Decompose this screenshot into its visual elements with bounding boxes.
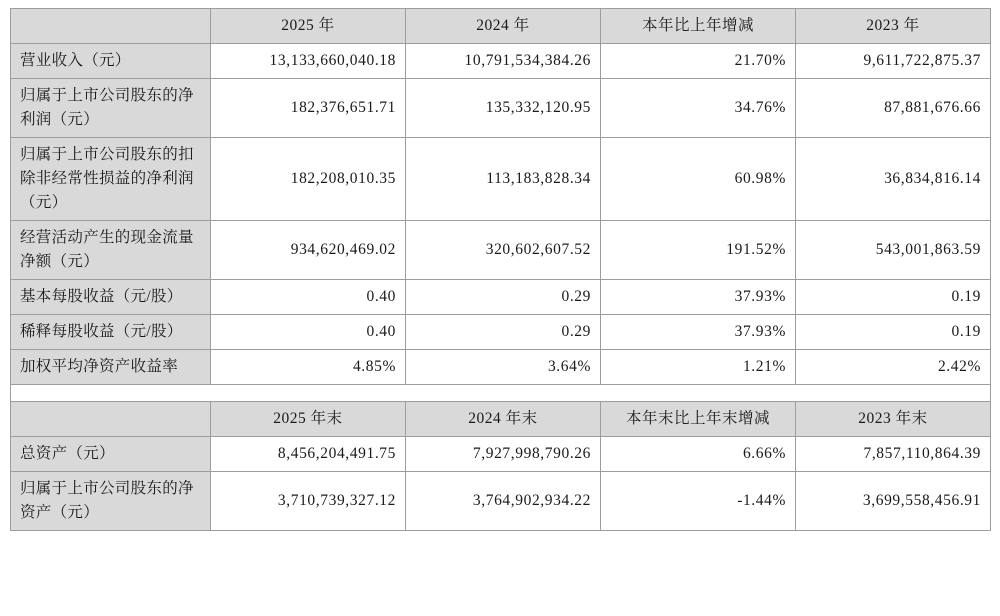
row-label-operating-cash-flow: 经营活动产生的现金流量净额（元） (11, 221, 211, 280)
table-row (11, 138, 991, 221)
cell-net-profit-change: 34.76% (601, 79, 796, 138)
row-label-net-profit-excl-nonrecurring: 归属于上市公司股东的扣除非经常性损益的净利润（元） (11, 138, 211, 221)
cell-net-profit-2023: 87,881,676.66 (796, 79, 991, 138)
table-row (11, 79, 991, 138)
row-label-basic-eps: 基本每股收益（元/股） (11, 280, 211, 315)
cell-total-assets-2023: 7,857,110,864.39 (796, 437, 991, 472)
cell-roe-2023: 2.42% (796, 350, 991, 385)
column-header-2025-end: 2025 年末 (211, 402, 406, 437)
column-header-2023: 2023 年 (796, 9, 991, 44)
cell-cash-flow-change: 191.52% (601, 221, 796, 280)
cell-net-profit-excl-change: 60.98% (601, 138, 796, 221)
cell-diluted-eps-2023: 0.19 (796, 315, 991, 350)
cell-net-profit-excl-2024: 113,183,828.34 (406, 138, 601, 221)
table-header-row-annual (11, 9, 991, 44)
row-label-net-profit: 归属于上市公司股东的净利润（元） (11, 79, 211, 138)
cell-total-assets-change: 6.66% (601, 437, 796, 472)
table-row (11, 280, 991, 315)
financial-summary-table (10, 8, 991, 531)
cell-diluted-eps-change: 37.93% (601, 315, 796, 350)
row-label-net-assets: 归属于上市公司股东的净资产（元） (11, 472, 211, 531)
cell-cash-flow-2024: 320,602,607.52 (406, 221, 601, 280)
cell-net-profit-excl-2025: 182,208,010.35 (211, 138, 406, 221)
cell-revenue-2024: 10,791,534,384.26 (406, 44, 601, 79)
table-corner-cell (11, 9, 211, 44)
table-header-row-period-end (11, 402, 991, 437)
cell-net-assets-change: -1.44% (601, 472, 796, 531)
cell-net-assets-2025: 3,710,739,327.12 (211, 472, 406, 531)
column-header-2024: 2024 年 (406, 9, 601, 44)
cell-net-assets-2023: 3,699,558,456.91 (796, 472, 991, 531)
cell-basic-eps-change: 37.93% (601, 280, 796, 315)
row-label-diluted-eps: 稀释每股收益（元/股） (11, 315, 211, 350)
cell-revenue-change: 21.70% (601, 44, 796, 79)
cell-diluted-eps-2024: 0.29 (406, 315, 601, 350)
table-row (11, 44, 991, 79)
row-label-revenue: 营业收入（元） (11, 44, 211, 79)
column-header-yoy-change-end: 本年末比上年末增减 (601, 402, 796, 437)
cell-net-assets-2024: 3,764,902,934.22 (406, 472, 601, 531)
section-divider (11, 385, 991, 402)
table-row (11, 350, 991, 385)
cell-roe-change: 1.21% (601, 350, 796, 385)
cell-roe-2024: 3.64% (406, 350, 601, 385)
table-row (11, 315, 991, 350)
cell-roe-2025: 4.85% (211, 350, 406, 385)
cell-basic-eps-2023: 0.19 (796, 280, 991, 315)
cell-net-profit-2024: 135,332,120.95 (406, 79, 601, 138)
table-row (11, 472, 991, 531)
row-label-weighted-roe: 加权平均净资产收益率 (11, 350, 211, 385)
column-header-2024-end: 2024 年末 (406, 402, 601, 437)
cell-basic-eps-2025: 0.40 (211, 280, 406, 315)
cell-revenue-2023: 9,611,722,875.37 (796, 44, 991, 79)
cell-cash-flow-2025: 934,620,469.02 (211, 221, 406, 280)
column-header-2023-end: 2023 年末 (796, 402, 991, 437)
cell-diluted-eps-2025: 0.40 (211, 315, 406, 350)
table-row (11, 221, 991, 280)
table-row (11, 437, 991, 472)
row-label-total-assets: 总资产（元） (11, 437, 211, 472)
cell-cash-flow-2023: 543,001,863.59 (796, 221, 991, 280)
cell-net-profit-2025: 182,376,651.71 (211, 79, 406, 138)
cell-total-assets-2025: 8,456,204,491.75 (211, 437, 406, 472)
cell-total-assets-2024: 7,927,998,790.26 (406, 437, 601, 472)
column-header-yoy-change: 本年比上年增减 (601, 9, 796, 44)
cell-basic-eps-2024: 0.29 (406, 280, 601, 315)
cell-revenue-2025: 13,133,660,040.18 (211, 44, 406, 79)
column-header-2025: 2025 年 (211, 9, 406, 44)
cell-net-profit-excl-2023: 36,834,816.14 (796, 138, 991, 221)
table-corner-cell-2 (11, 402, 211, 437)
